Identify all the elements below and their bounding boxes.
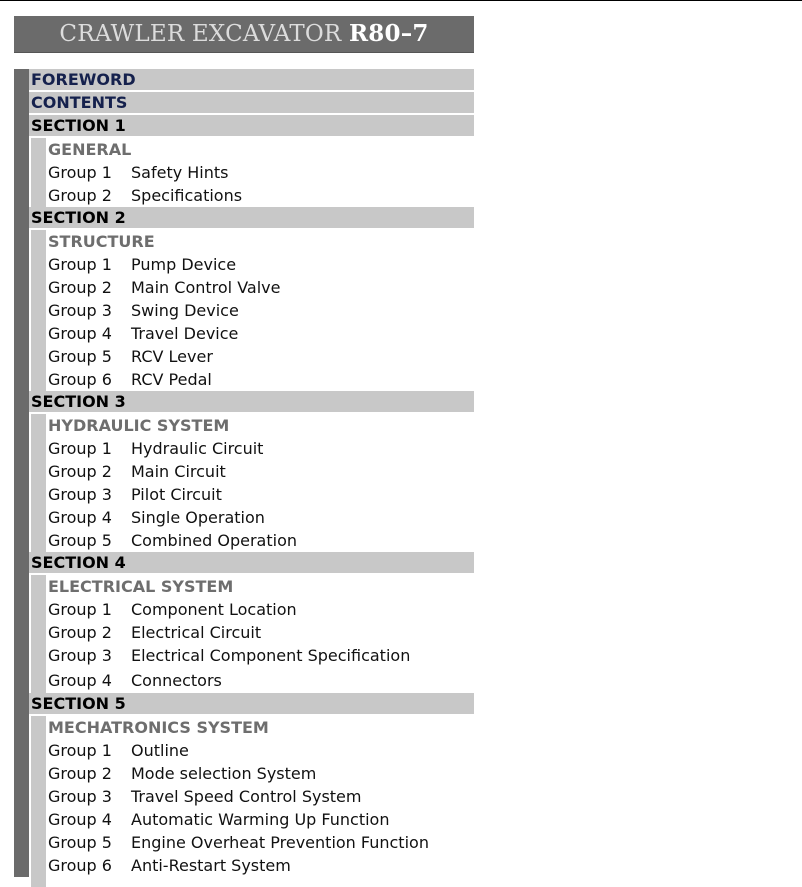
section-title: HYDRAULIC SYSTEM [48, 416, 230, 435]
group-number: Group 1 [48, 439, 112, 458]
group-number: Group 2 [48, 462, 112, 481]
group-number: Group 2 [48, 278, 112, 297]
section-body [29, 716, 474, 877]
group-number: Group 1 [48, 163, 112, 182]
group-number: Group 3 [48, 646, 112, 665]
group-number: Group 1 [48, 600, 112, 619]
toc-group-link[interactable] [48, 808, 474, 831]
section-body [29, 575, 474, 693]
toc-group-link[interactable] [48, 506, 474, 529]
toc-group-link[interactable] [48, 621, 474, 644]
section-body [29, 138, 474, 207]
section-title: MECHATRONICS SYSTEM [48, 718, 269, 737]
toc-side-bar [14, 69, 29, 877]
toc-group-link[interactable] [48, 184, 474, 207]
manual-title-prefix: CRAWLER EXCAVATOR [59, 21, 342, 47]
group-title: RCV Lever [131, 347, 213, 366]
toc-group-link[interactable] [48, 785, 474, 808]
toc-group-link[interactable] [48, 345, 474, 368]
group-number: Group 5 [48, 347, 112, 366]
top-border-line [0, 0, 802, 1]
group-title: Combined Operation [131, 531, 297, 550]
toc-group-link[interactable] [48, 161, 474, 184]
section-title: ELECTRICAL SYSTEM [48, 577, 234, 596]
group-title: Electrical Component Specification [131, 646, 411, 665]
section-indent-bar [31, 414, 46, 552]
toc-group-link[interactable] [48, 368, 474, 391]
group-number: Group 2 [48, 623, 112, 642]
group-title: Component Location [131, 600, 297, 619]
group-title: Connectors [131, 670, 222, 690]
toc-group-link[interactable] [48, 669, 474, 694]
toc-group-link[interactable] [48, 483, 474, 506]
manual-title-model: R80–7 [348, 20, 429, 47]
group-title: Travel Device [131, 324, 239, 343]
group-number: Group 4 [48, 324, 112, 343]
section-header: SECTION 4 [29, 552, 474, 573]
group-number: Group 3 [48, 301, 112, 320]
group-title: Mode selection System [131, 764, 317, 783]
toc-link-contents[interactable]: CONTENTS [29, 92, 474, 113]
group-title: Travel Speed Control System [131, 787, 362, 806]
section-indent-bar [31, 138, 46, 207]
group-number: Group 2 [48, 186, 112, 205]
toc-group-link[interactable] [48, 831, 474, 854]
toc-group-link[interactable] [48, 253, 474, 276]
toc-group-link[interactable] [48, 598, 474, 621]
section-indent-bar [31, 230, 46, 391]
section-body [29, 414, 474, 552]
group-title: Electrical Circuit [131, 623, 262, 642]
toc-group-link[interactable] [48, 460, 474, 483]
group-title: Single Operation [131, 508, 265, 527]
manual-title-banner [14, 16, 474, 53]
group-number: Group 4 [48, 810, 112, 829]
toc-group-link[interactable] [48, 322, 474, 345]
group-number: Group 1 [48, 741, 112, 760]
group-title: Outline [131, 741, 189, 760]
group-title: Specifications [131, 186, 243, 205]
toc-group-link[interactable] [48, 276, 474, 299]
section-indent-bar [31, 575, 46, 693]
group-number: Group 3 [48, 485, 112, 504]
toc-group-link[interactable] [48, 762, 474, 785]
group-title: RCV Pedal [131, 370, 212, 389]
section-header: SECTION 1 [29, 115, 474, 136]
group-title: Pilot Circuit [131, 485, 222, 504]
group-title: Pump Device [131, 255, 237, 274]
toc-group-link[interactable] [48, 644, 474, 669]
toc-group-link[interactable] [48, 437, 474, 460]
group-title: Safety Hints [131, 163, 229, 182]
group-title: Hydraulic Circuit [131, 439, 264, 458]
group-title: Main Control Valve [131, 278, 281, 297]
group-title: Anti-Restart System [131, 856, 291, 875]
section-header: SECTION 3 [29, 391, 474, 412]
group-number: Group 1 [48, 255, 112, 274]
section-title: GENERAL [48, 140, 132, 159]
group-number: Group 3 [48, 787, 112, 806]
group-number: Group 6 [48, 370, 112, 389]
group-title: Main Circuit [131, 462, 226, 481]
group-number: Group 2 [48, 764, 112, 783]
group-number: Group 4 [48, 508, 112, 527]
group-title: Engine Overheat Prevention Function [131, 833, 429, 852]
section-body [29, 230, 474, 391]
group-number: Group 5 [48, 531, 112, 550]
toc-group-link[interactable] [48, 299, 474, 322]
toc-link-foreword[interactable]: FOREWORD [29, 69, 474, 90]
toc-group-link[interactable] [48, 854, 474, 877]
toc-group-link[interactable] [48, 529, 474, 552]
group-number: Group 6 [48, 856, 112, 875]
group-title: Automatic Warming Up Function [131, 810, 390, 829]
toc-rows [29, 69, 474, 877]
section-title: STRUCTURE [48, 232, 155, 251]
group-title: Swing Device [131, 301, 239, 320]
toc-group-link[interactable] [48, 739, 474, 762]
group-number: Group 5 [48, 833, 112, 852]
section-header: SECTION 5 [29, 693, 474, 714]
section-indent-bar [31, 716, 46, 887]
group-number: Group 4 [48, 670, 112, 690]
section-header: SECTION 2 [29, 207, 474, 228]
